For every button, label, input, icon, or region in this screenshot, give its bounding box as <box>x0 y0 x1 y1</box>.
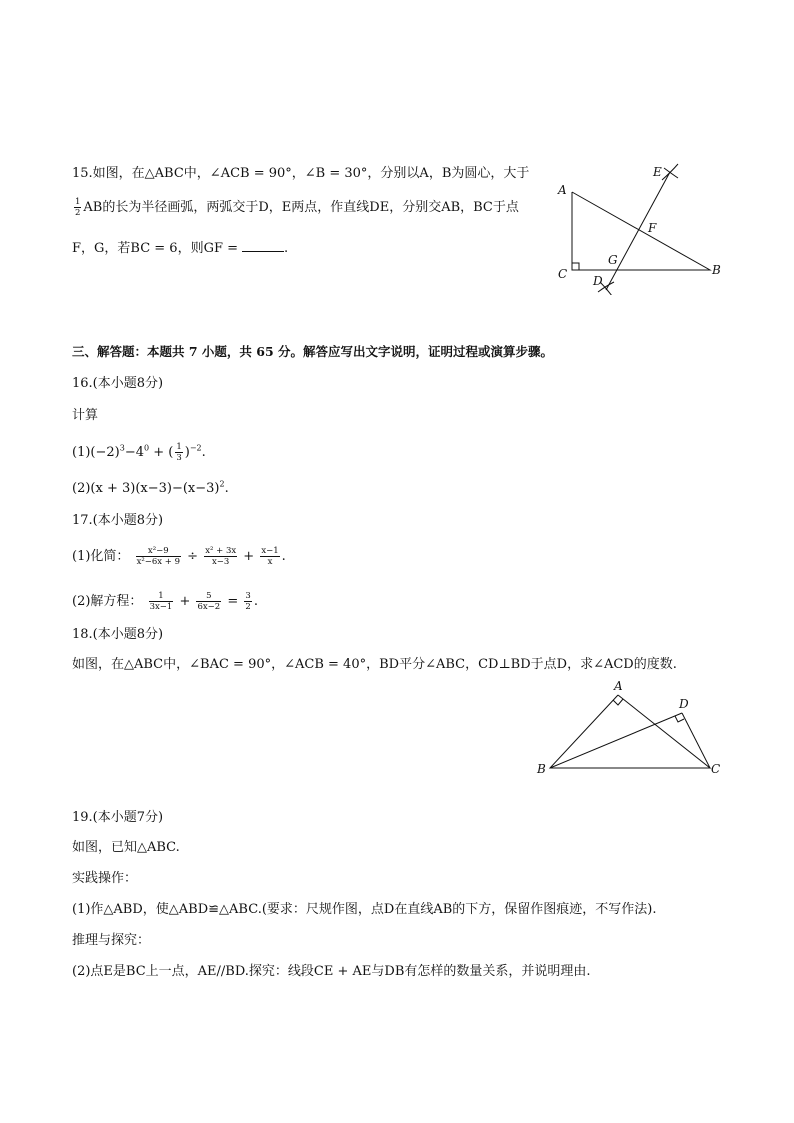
q16-p1-pre: (1)(−2) <box>72 445 120 460</box>
q17-op-divide: ÷ <box>187 549 199 564</box>
q15-label-a: A <box>558 183 567 197</box>
q19-intro: 如图，已知△ABC. <box>72 840 180 855</box>
q15-line-3-end: . <box>284 241 289 256</box>
q15-answer-blank[interactable] <box>242 239 284 252</box>
q17-fraction-1 <box>136 546 181 567</box>
q17-f3-den: x <box>267 557 273 567</box>
section-3-heading: 三、解答题：本题共 7 小题，共 65 分。解答应写出文字说明，证明过程或演算步骤。 <box>72 344 554 359</box>
q17-op-plus: + <box>243 549 255 564</box>
q18-figure <box>530 675 730 780</box>
q17-f2-num: x² + 3x <box>205 546 237 556</box>
q16-p2-exp: 2 <box>219 479 225 489</box>
q17-f1-den: x²−6x + 9 <box>136 557 181 567</box>
q16-heading: 16.(本小题8分) <box>72 376 164 391</box>
q18-label-d: D <box>679 697 689 711</box>
q15-label-b: B <box>712 263 721 277</box>
q15-line-2-text: AB的长为半径画弧，两弧交于D，E两点，作直线DE，分别交AB，BC于点 <box>83 200 519 215</box>
q16-part-2 <box>72 480 229 498</box>
q16-intro: 计算 <box>72 408 99 423</box>
q16-p2-text: (2)(x + 3)(x−3)−(x−3) <box>72 481 220 496</box>
q18-label-a: A <box>614 679 623 693</box>
q16-p2-end: . <box>224 481 229 496</box>
q15-line-1: 15.如图，在△ABC中，∠ACB = 90°，∠B = 30°，分别以A，B为圆心，大于 <box>72 166 530 181</box>
q16-p1-exp3: −2 <box>189 443 202 453</box>
q16-p1-exp2: 0 <box>144 443 150 453</box>
q15-line-2 <box>72 197 519 218</box>
q17-f1-num: x²−9 <box>136 546 181 557</box>
q15-line-de <box>606 172 670 290</box>
q16-p1-frac-num: 1 <box>176 442 182 452</box>
q17-g2-num: 5 <box>196 591 221 602</box>
q18-line-cd <box>682 713 710 768</box>
q17-p2-end: . <box>253 594 258 609</box>
q17-g3-den: 2 <box>245 602 251 612</box>
q15-right-angle-mark <box>572 263 579 270</box>
q17-eq-fraction-1 <box>149 591 174 612</box>
q17-p1-end: . <box>281 549 286 564</box>
q19-part-2: (2)点E是BC上一点，AE//BD.探究：线段CE + AE与DB有怎样的数量关系，并说明理由. <box>72 964 591 979</box>
q17-g2-den: 6x−2 <box>197 602 221 612</box>
q16-part-1 <box>72 442 206 463</box>
q17-op-plus-2: + <box>179 594 191 609</box>
q15-label-g: G <box>608 253 618 267</box>
q17-op-equals: = <box>227 594 239 609</box>
q18-label-c: C <box>711 762 721 776</box>
q16-p1-plus: + ( <box>153 445 174 460</box>
q15-half-num: 1 <box>75 197 81 207</box>
q17-eq-fraction-3 <box>244 591 251 612</box>
q16-p1-end: . <box>201 445 206 460</box>
q17-f2-den: x−3 <box>212 557 230 567</box>
q15-label-e: E <box>653 165 662 179</box>
q17-eq-fraction-2 <box>196 591 221 612</box>
q19-heading: 19.(本小题7分) <box>72 810 164 825</box>
q17-p2-label: (2)解方程： <box>72 594 143 609</box>
q16-p1-close: ) <box>184 445 190 460</box>
q17-p1-label: (1)化简： <box>72 549 130 564</box>
q17-fraction-2 <box>204 546 237 567</box>
q17-g3-num: 3 <box>245 591 251 601</box>
q16-p1-fraction <box>175 442 182 463</box>
q15-figure <box>550 160 730 295</box>
q18-right-angle-d <box>675 716 684 722</box>
q18-line-bd <box>550 713 682 768</box>
q17-g1-num: 1 <box>149 591 174 602</box>
q17-part-1 <box>72 546 286 567</box>
q17-heading: 17.(本小题8分) <box>72 513 164 528</box>
q15-line-3 <box>72 239 288 258</box>
q15-half-fraction <box>74 197 81 218</box>
q16-p1-mid: −4 <box>124 445 144 460</box>
q15-triangle <box>572 192 710 270</box>
q17-part-2 <box>72 591 258 612</box>
q19-part-1: (1)作△ABD，使△ABD≌△ABC.(要求：尺规作图，点D在直线AB的下方，保留作图痕迹，不写作法). <box>72 902 657 917</box>
q16-p1-exp1: 3 <box>119 443 125 453</box>
q18-heading: 18.(本小题8分) <box>72 627 164 642</box>
q16-p1-frac-den: 3 <box>176 453 182 463</box>
q17-f3-num: x−1 <box>261 546 279 556</box>
q19-practice-label: 实践操作： <box>72 871 138 886</box>
q15-half-den: 2 <box>75 208 81 218</box>
q15-label-f: F <box>648 221 657 235</box>
q17-fraction-3 <box>260 546 279 567</box>
q18-text: 如图，在△ABC中，∠BAC = 90°，∠ACB = 40°，BD平分∠ABC，CD⊥BD于点D，求∠ACD的度数. <box>72 657 677 672</box>
q15-label-c: C <box>558 267 568 281</box>
q18-label-b: B <box>537 762 546 776</box>
q17-g1-den: 3x−1 <box>149 602 173 612</box>
q19-reason-label: 推理与探究： <box>72 933 151 948</box>
q15-line-3-text: F，G，若BC = 6，则GF = <box>72 241 239 256</box>
q15-label-d: D <box>593 274 603 288</box>
q18-right-angle-a <box>613 699 623 705</box>
